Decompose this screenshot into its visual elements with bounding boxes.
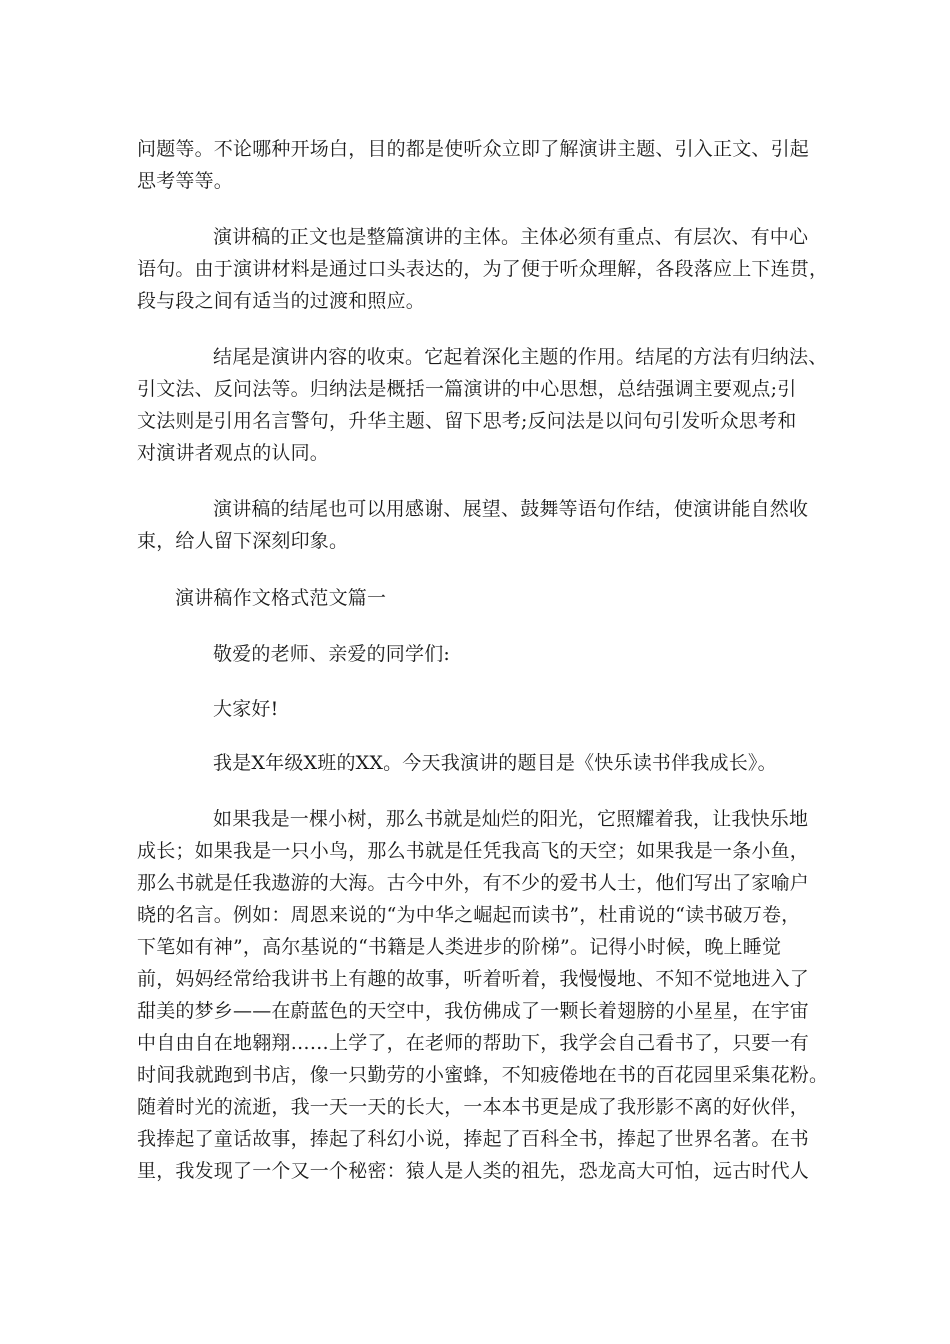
body-line-12: 里，我发现了一个又一个秘密：猿人是人类的祖先，恐龙高大可怕，远古时代人 bbox=[137, 1160, 810, 1182]
p3-line-4: 对演讲者观点的认同。 bbox=[137, 442, 330, 464]
greeting-line: 大家好! bbox=[213, 698, 279, 720]
p3-line-1: 结尾是演讲内容的收束。它起着深化主题的作用。结尾的方法有归纳法、 bbox=[213, 346, 828, 368]
p4-line-1: 演讲稿的结尾也可以用感谢、展望、鼓舞等语句作结，使演讲能自然收 bbox=[213, 498, 809, 520]
section-heading: 演讲稿作文格式范文篇一 bbox=[175, 587, 387, 609]
p4-line-2: 束，给人留下深刻印象。 bbox=[137, 530, 349, 552]
body-line-11: 我捧起了童话故事，捧起了科幻小说，捧起了百科全书，捧起了世界名著。在书 bbox=[137, 1128, 810, 1150]
body-line-7: 甜美的梦乡——在蔚蓝色的天空中，我仿佛成了一颗长着翅膀的小星星，在宇宙 bbox=[137, 1000, 810, 1022]
p2-line-3: 段与段之间有适当的过渡和照应。 bbox=[137, 290, 426, 312]
intro-line: 我是X年级X班的XX。今天我演讲的题目是《快乐读书伴我成长》。 bbox=[213, 752, 777, 774]
p1-line-2: 思考等等。 bbox=[137, 170, 234, 192]
body-line-9: 时间我就跑到书店，像一只勤劳的小蜜蜂，不知疲倦地在书的百花园里采集花粉。 bbox=[137, 1064, 829, 1086]
body-line-3: 那么书就是任我遨游的大海。古今中外，有不少的爱书人士，他们写出了家喻户 bbox=[137, 872, 810, 894]
p1-line-1: 问题等。不论哪种开场白，目的都是使听众立即了解演讲主题、引入正文、引起 bbox=[137, 138, 810, 160]
salutation-line: 敬爱的老师、亲爱的同学们: bbox=[213, 643, 451, 665]
body-line-4: 晓的名言。例如：周恩来说的“为中华之崛起而读书”，杜甫说的“读书破万卷， bbox=[137, 904, 801, 926]
p3-line-2: 引文法、反问法等。归纳法是概括一篇演讲的中心思想，总结强调主要观点;引 bbox=[137, 378, 797, 400]
p3-line-3: 文法则是引用名言警句，升华主题、留下思考;反问法是以问句引发听众思考和 bbox=[137, 410, 797, 432]
body-line-1: 如果我是一棵小树，那么书就是灿烂的阳光，它照耀着我，让我快乐地 bbox=[213, 808, 809, 830]
body-line-8: 中自由自在地翱翔……上学了，在老师的帮助下，我学会自己看书了，只要一有 bbox=[137, 1032, 810, 1054]
body-line-6: 前，妈妈经常给我讲书上有趣的故事，听着听着，我慢慢地、不知不觉地进入了 bbox=[137, 968, 810, 990]
body-line-10: 随着时光的流逝，我一天一天的长大，一本本书更是成了我形影不离的好伙伴， bbox=[137, 1096, 810, 1118]
body-line-2: 成长；如果我是一只小鸟，那么书就是任凭我高飞的天空；如果我是一条小鱼， bbox=[137, 840, 810, 862]
body-line-5: 下笔如有神”，高尔基说的“书籍是人类进步的阶梯”。记得小时候，晚上睡觉 bbox=[137, 936, 782, 958]
p2-line-2: 语句。由于演讲材料是通过口头表达的，为了便于听众理解，各段落应上下连贯， bbox=[137, 258, 829, 280]
p2-line-1: 演讲稿的正文也是整篇演讲的主体。主体必须有重点、有层次、有中心 bbox=[213, 226, 809, 248]
